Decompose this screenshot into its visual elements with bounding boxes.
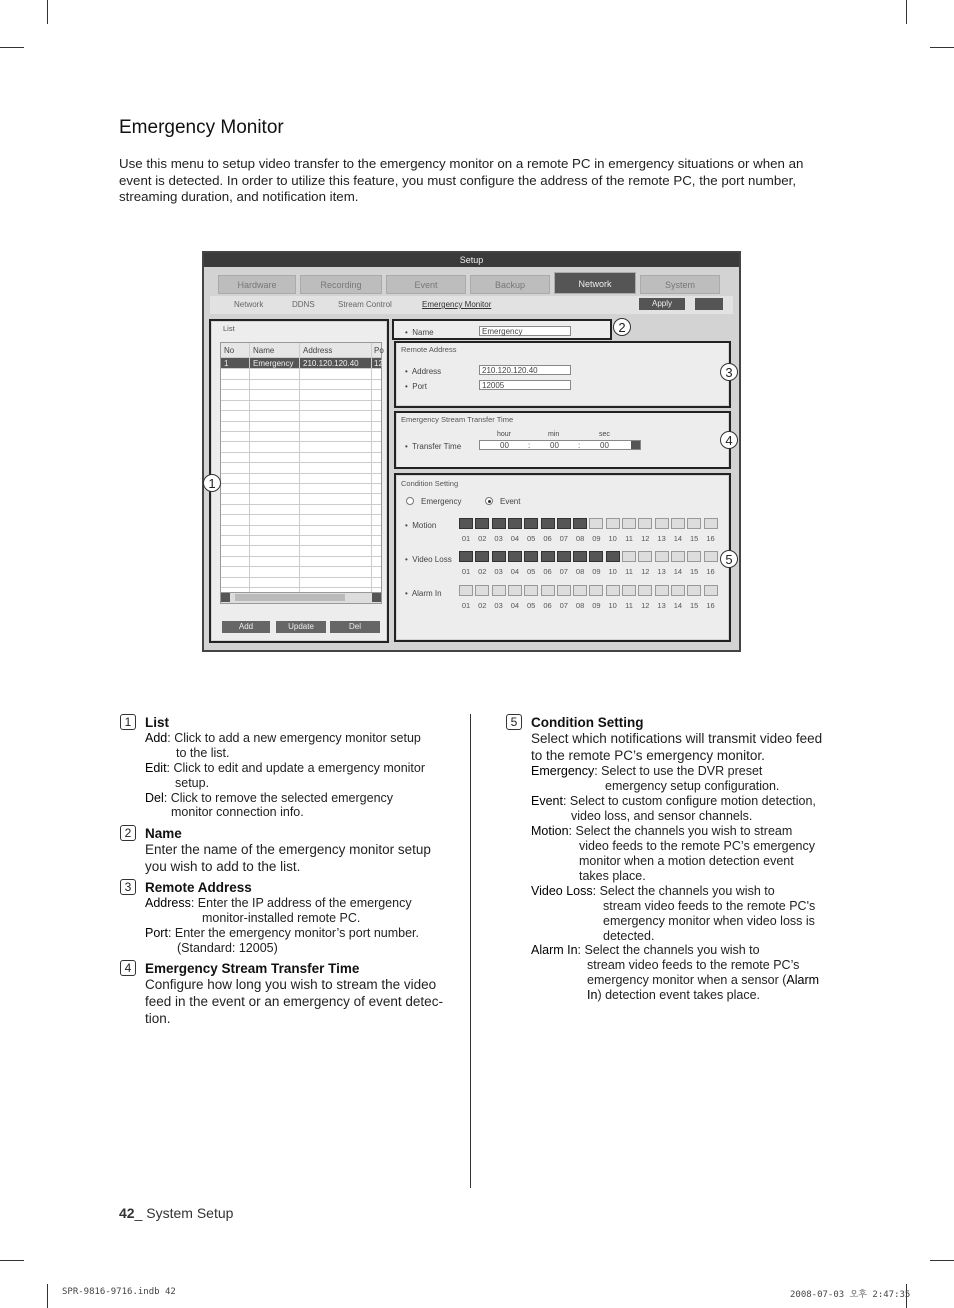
callout-5: 5 [720,550,738,568]
callout-4: 4 [720,431,738,449]
list-add-desc-2: to the list. [176,746,230,760]
unit-hour: hour [497,431,512,438]
event-desc [531,794,816,809]
motion-desc-4: takes place. [579,869,646,883]
alarm-desc [531,943,760,958]
motion-channel-number: 06 [543,534,552,543]
column-divider [470,714,471,1188]
address-label: • Address [405,367,442,376]
term-motion: Motion [531,824,569,838]
alarm-desc-4 [587,988,760,1003]
motion-channel-number: 08 [575,534,585,543]
alarm-desc-3 [587,973,819,988]
text-add: : Click to add a new emergency monitor setup [167,731,421,745]
motion-channel-number: 09 [592,534,601,543]
tab-event[interactable]: Event [386,275,466,294]
subnav-stream-control[interactable]: Stream Control [338,300,392,309]
list-edit-desc [145,761,425,776]
video-loss-channel-number: 10 [608,567,617,576]
motion-channel-number: 15 [690,534,699,543]
highlight-remote-address [394,341,731,408]
video-loss-channel-number: 05 [527,567,536,576]
video-loss-channel-number: 15 [690,567,699,576]
subnav-emergency-monitor[interactable]: Emergency Monitor [422,300,492,309]
alarm-in-channel-number: 09 [592,601,601,610]
motion-desc [531,824,792,839]
alarm-in-channel-number: 04 [510,601,520,610]
sec-value[interactable]: 00 [600,441,609,450]
time-colon: : [528,441,531,450]
term-alarm-in: Alarm In [531,943,578,957]
term-address: Address [145,896,191,910]
text-del: : Click to remove the selected emergency [163,791,394,805]
alarm-in-channel-number: 06 [543,601,552,610]
callout-1: 1 [203,474,221,492]
text-emergency: : Select to use the DVR preset [594,764,763,778]
highlight-condition [394,473,731,642]
transfer-desc-1: Configure how long you wish to stream the video [145,977,437,992]
term-in: In [587,988,598,1002]
page-number: 42 [119,1205,135,1221]
tab-recording[interactable]: Recording [300,275,382,294]
video-loss-channel-number: 02 [478,567,487,576]
transfer-desc-2: feed in the event or an emergency of event detec- [145,994,443,1009]
print-slug-right: 2008-07-03 오후 2:47:35 [790,1290,911,1300]
condition-title: Condition Setting [401,479,459,488]
condition-desc-2: to the remote PC’s emergency monitor. [531,748,765,763]
alarm-in-channel-number: 14 [673,601,683,610]
hour-value[interactable]: 00 [500,441,509,450]
section-3-number: 3 [120,879,136,895]
page-title: Emergency Monitor [119,117,284,138]
alarm-in-channel-number: 13 [657,601,666,610]
crop-mark [47,0,48,24]
crop-mark [47,1284,48,1308]
motion-channel-number: 05 [527,534,536,543]
alarm-in-channel-number: 01 [461,601,471,610]
crop-mark [930,47,954,48]
port-label: • Port [405,382,427,391]
alarm-in-channel-number: 05 [527,601,536,610]
intro-paragraph: Use this menu to setup video transfer to the emergency monitor on a remote PC in emergency situations or when an event is detected. In order to utilize this feature, you must configure the address of the remote PC, the port number, streaming duration, and notification item. [119,156,804,204]
alarm-in-channel-number: 02 [478,601,487,610]
list-add-desc [145,731,421,746]
video-loss-channel-number: 06 [543,567,552,576]
term-edit: Edit [145,761,167,775]
video-loss-label: • Video Loss [405,555,452,564]
port-field[interactable]: 12005 [479,380,571,390]
page-footer [119,1205,233,1221]
highlight-list [209,319,389,643]
address-label-text: Address [411,367,442,376]
min-value[interactable]: 00 [550,441,559,450]
alarm-in-channel-number: 11 [625,601,633,610]
unit-min: min [548,431,560,438]
text-address: : Enter the IP address of the emergency [190,896,412,910]
alarm-in-channel-number: 10 [608,601,617,610]
motion-channel-number: 10 [608,534,617,543]
motion-channel-number: 07 [559,534,568,543]
section-4-title: Emergency Stream Transfer Time [145,961,360,976]
term-event: Event [531,794,563,808]
del-button[interactable]: Del [330,621,380,633]
motion-channel-number: 12 [641,534,650,543]
video-loss-channel-number: 07 [559,567,568,576]
name-desc-1: Enter the name of the emergency monitor setup [145,842,431,857]
address-field[interactable]: 210.120.120.40 [479,365,571,375]
term-del: Del [145,791,164,805]
text-alarm-in: : Select the channels you wish to [577,943,760,957]
section-1-number: 1 [120,714,136,730]
section-2-number: 2 [120,825,136,841]
motion-channel-number: 03 [494,534,503,543]
callout-2: 2 [613,318,631,336]
motion-label-text: Motion [412,521,437,530]
callout-3: 3 [720,363,738,381]
section-1-title: List [145,715,170,730]
condition-desc-1: Select which notifications will transmit video feed [531,731,823,746]
motion-desc-3: monitor when a motion detection event [579,854,794,868]
motion-desc-2: video feeds to the remote PC’s emergency [579,839,816,853]
text-video-loss: : Select the channels you wish to [592,884,775,898]
section-2-title: Name [145,826,182,841]
crop-mark [906,0,907,24]
text-alarm-in-3: emergency monitor when a sensor ( [587,973,787,987]
remote-address-title: Remote Address [401,345,457,354]
col-no: No [224,346,235,355]
alarm-in-label: • Alarm In [405,589,442,598]
motion-label: • Motion [405,521,437,530]
name-label: • Name [405,328,434,337]
tab-system[interactable]: System [640,275,720,294]
footer-section: _ System Setup [134,1205,234,1221]
vloss-desc [531,884,775,899]
crop-mark [0,47,24,48]
port-label-text: Port [412,382,427,391]
keyboard-icon[interactable] [695,298,723,310]
text-edit: : Click to edit and update a emergency monitor [166,761,426,775]
motion-channel-number: 16 [706,534,715,543]
video-loss-channel-number: 14 [673,567,683,576]
window-title: Setup [204,253,739,267]
apply-button[interactable]: Apply [639,298,685,310]
motion-channel-number: 01 [461,534,471,543]
name-desc-2: you wish to add to the list. [145,859,301,874]
transfer-title: Emergency Stream Transfer Time [401,415,514,424]
crop-mark [0,1260,24,1261]
video-loss-label-text: Video Loss [412,555,452,564]
list-title: List [223,324,235,333]
row-name: Emergency [253,359,294,368]
video-loss-channel-number: 04 [510,567,520,576]
alarm-in-channel-number: 16 [706,601,715,610]
motion-channel-number: 11 [625,534,633,543]
motion-channel-number: 02 [478,534,487,543]
name-field[interactable]: Emergency [479,326,571,336]
update-button[interactable]: Update [276,621,326,633]
remote-port-desc [145,926,419,941]
emergency-desc [531,764,762,779]
section-4-number: 4 [120,960,136,976]
motion-channel-number: 14 [673,534,683,543]
remote-addr-desc-2: monitor-installed remote PC. [202,911,361,925]
radio-emergency-label: Emergency [421,497,462,506]
vloss-desc-2: stream video feeds to the remote PC's [603,899,816,913]
print-slug-left: SPR-9816-9716.indb 42 [62,1287,176,1297]
video-loss-channel-number: 12 [641,567,650,576]
video-loss-channel-number: 16 [706,567,715,576]
video-loss-channel-number: 09 [592,567,601,576]
tab-bar [214,272,729,294]
row-port: 12 [374,359,383,368]
highlight-name [392,319,612,340]
list-edit-desc-2: setup. [175,776,210,790]
row-address: 210.120.120.40 [303,359,359,368]
alarm-in-channel-number: 08 [575,601,585,610]
radio-event-label: Event [500,497,521,506]
remote-port-desc-2: (Standard: 12005) [177,941,278,955]
subnav-network[interactable]: Network [234,300,264,309]
text-event: : Select to custom configure motion detection, [562,794,816,808]
crop-mark [930,1260,954,1261]
term-alarm: Alarm [786,973,820,987]
section-5-title: Condition Setting [531,715,644,730]
remote-addr-desc [145,896,412,911]
tab-backup[interactable]: Backup [470,275,550,294]
motion-channel-number: 04 [510,534,520,543]
col-port: Po [374,346,384,355]
transfer-time-label: • Transfer Time [405,442,462,451]
sub-navigation [210,296,733,314]
tab-network[interactable]: Network [554,272,636,294]
alarm-in-channel-number: 03 [494,601,503,610]
term-port: Port [145,926,168,940]
term-video-loss: Video Loss [531,884,593,898]
video-loss-channel-number: 01 [461,567,471,576]
video-loss-channel-number: 11 [625,567,633,576]
text-motion: : Select the channels you wish to stream [568,824,793,838]
tab-hardware[interactable]: Hardware [218,275,296,294]
section-3-title: Remote Address [145,880,252,895]
alarm-in-label-text: Alarm In [411,589,442,598]
list-del-desc-2: monitor connection info. [171,805,304,819]
unit-sec: sec [599,431,610,438]
row-no: 1 [224,359,229,368]
event-desc-2: video loss, and sensor channels. [571,809,753,823]
list-del-desc [145,791,393,806]
term-add: Add [145,731,168,745]
term-emergency: Emergency [531,764,595,778]
motion-channel-number: 13 [657,534,666,543]
alarm-in-channel-number: 12 [641,601,650,610]
transfer-desc-3: tion. [145,1011,171,1026]
col-name: Name [253,346,275,355]
video-loss-channel-number: 08 [575,567,585,576]
subnav-ddns[interactable]: DDNS [292,300,315,309]
transfer-time-label-text: Transfer Time [412,442,462,451]
name-label-text: Name [412,328,434,337]
emergency-desc-2: emergency setup configuration. [605,779,780,793]
vloss-desc-3: emergency monitor when video loss is [603,914,815,928]
section-5-number: 5 [506,714,522,730]
text-alarm-in-4: ) detection event takes place. [597,988,761,1002]
alarm-desc-2: stream video feeds to the remote PC’s [587,958,800,972]
video-loss-channel-number: 13 [657,567,666,576]
time-colon: : [578,441,581,450]
video-loss-channel-number: 03 [494,567,503,576]
col-address: Address [303,346,333,355]
highlight-transfer [394,411,731,469]
alarm-in-channel-number: 07 [559,601,568,610]
text-port: : Enter the emergency monitor’s port number. [167,926,419,940]
vloss-desc-4: detected. [603,929,655,943]
add-button[interactable]: Add [222,621,270,633]
alarm-in-channel-number: 15 [690,601,699,610]
